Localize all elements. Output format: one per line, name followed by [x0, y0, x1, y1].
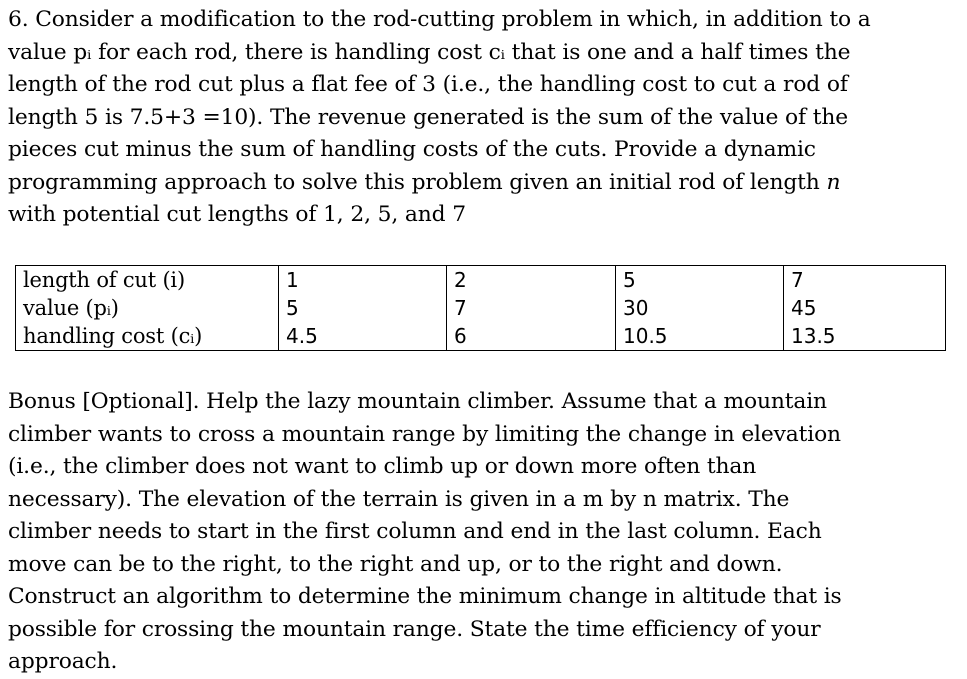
table-cell: 45: [784, 294, 946, 321]
problem-line: with potential cut lengths of 1, 2, 5, and 7: [8, 202, 466, 227]
problem-line: length of the rod cut plus a flat fee of 3 (i.e., the handling cost to cut a rod of: [8, 72, 848, 97]
bonus-line: possible for crossing the mountain range. State the time efficiency of your: [8, 616, 821, 642]
problem-line: length 5 is 7.5+3 =10). The revenue generated is the sum of the value of the: [8, 104, 848, 130]
table-cell: 30: [616, 294, 784, 321]
table-cell: 6: [447, 321, 616, 351]
bonus-line: Construct an algorithm to determine the minimum change in altitude that is: [8, 584, 842, 609]
table-cell: 2: [447, 266, 616, 295]
table-cell: 13.5: [784, 321, 946, 351]
row-header-value: value (pᵢ): [16, 294, 279, 321]
bonus-line: move can be to the right, to the right and up, or to the right and down.: [8, 551, 783, 577]
variable-n: n: [826, 169, 841, 195]
problem-line: pieces cut minus the sum of handling costs of the cuts. Provide a dynamic: [8, 137, 816, 162]
table-row: [16, 294, 946, 321]
bonus-line: approach.: [8, 649, 118, 674]
table-cell: 10.5: [616, 321, 784, 351]
row-header-handling-cost: handling cost (cᵢ): [16, 321, 279, 351]
bonus-line: (i.e., the climber does not want to climb up or down more often than: [8, 454, 757, 479]
problem-line: 6. Consider a modification to the rod-cutting problem in which, in addition to a: [8, 7, 871, 32]
table-cell: 5: [279, 294, 447, 321]
bonus-statement: [8, 386, 960, 679]
table-row: [16, 321, 946, 351]
bonus-line: climber needs to start in the first column and end in the last column. Each: [8, 519, 822, 544]
bonus-line: Bonus [Optional]. Help the lazy mountain climber. Assume that a mountain: [8, 389, 827, 414]
row-header-length: length of cut (i): [16, 266, 279, 295]
table-cell: 7: [447, 294, 616, 321]
bonus-line: climber wants to cross a mountain range by limiting the change in elevation: [8, 421, 841, 447]
problem-line-text: programming approach to solve this problem given an initial rod of length: [8, 169, 820, 195]
problem-statement: [8, 4, 960, 232]
problem-line: value pᵢ for each rod, there is handling cost cᵢ that is one and a half times the: [8, 39, 851, 65]
table-cell: 7: [784, 266, 946, 295]
bonus-line: necessary). The elevation of the terrain is given in a m by n matrix. The: [8, 486, 790, 512]
rod-cutting-table: [15, 265, 946, 351]
table-cell: 4.5: [279, 321, 447, 351]
table-cell: 5: [616, 266, 784, 295]
table-row: [16, 266, 946, 295]
table-cell: 1: [279, 266, 447, 295]
problem-line: [8, 167, 960, 200]
